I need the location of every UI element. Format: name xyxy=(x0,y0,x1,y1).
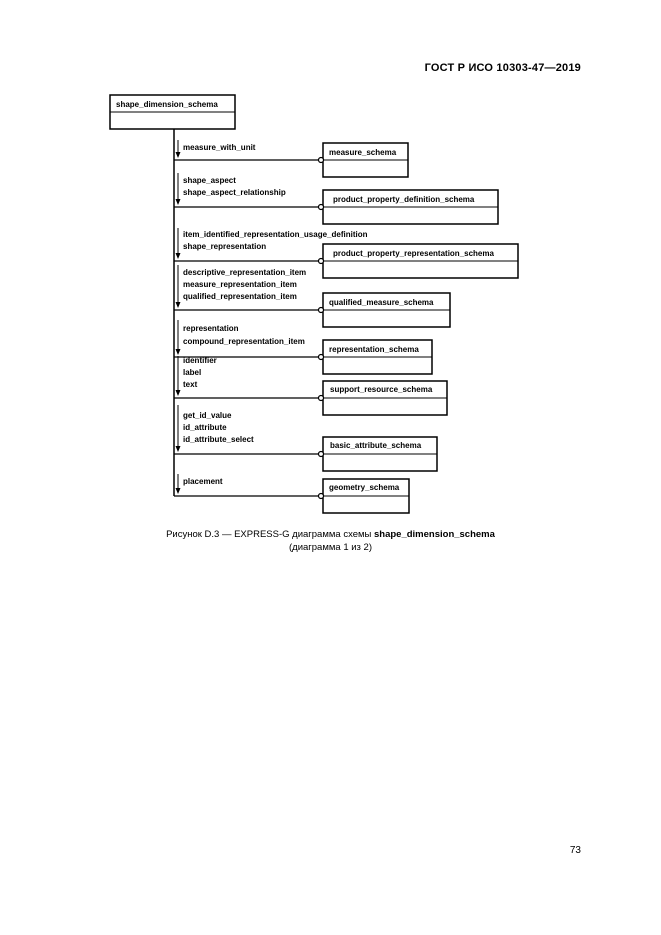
schema-title-support-resource: support_resource_schema xyxy=(330,385,433,394)
document-header: ГОСТ Р ИСО 10303-47—2019 xyxy=(424,62,581,74)
schema-group-geometry xyxy=(174,474,409,513)
schema-title-measure: measure_schema xyxy=(329,148,397,157)
ref-label-item-identified-representation-usage-definition: item_identified_representation_usage_definition xyxy=(183,230,368,239)
ref-label-shape-aspect-relationship: shape_aspect_relationship xyxy=(183,188,286,197)
ref-label-measure-representation-item: measure_representation_item xyxy=(183,280,297,289)
ref-label-shape-aspect: shape_aspect xyxy=(183,176,236,185)
schema-title-qualified-measure: qualified_measure_schema xyxy=(329,298,434,307)
schema-title-product-property-definition: product_property_definition_schema xyxy=(333,195,475,204)
ref-connector-qualified-measure xyxy=(319,308,324,313)
ref-label-placement: placement xyxy=(183,477,223,486)
ref-connector-representation xyxy=(319,355,324,360)
schema-title-geometry: geometry_schema xyxy=(329,483,400,492)
schema-title-representation: representation_schema xyxy=(329,345,419,354)
ref-label-label: label xyxy=(183,368,202,377)
ref-connector-product-property-representation xyxy=(319,259,324,264)
figure-caption xyxy=(0,528,661,554)
ref-label-representation: representation xyxy=(183,324,239,333)
ref-label-text: text xyxy=(183,380,198,389)
main-schema-title: shape_dimension_schema xyxy=(116,100,218,109)
schema-group-measure xyxy=(174,140,408,177)
ref-label-id-attribute: id_attribute xyxy=(183,423,227,432)
ref-label-qualified-representation-item: qualified_representation_item xyxy=(183,292,297,301)
ref-label-id-attribute-select: id_attribute_select xyxy=(183,435,254,444)
schema-title-product-property-representation: product_property_representation_schema xyxy=(333,249,494,258)
ref-connector-measure xyxy=(319,158,324,163)
schema-group-representation xyxy=(174,320,432,374)
ref-connector-geometry xyxy=(319,494,324,499)
ref-label-compound-representation-item: compound_representation_item xyxy=(183,337,305,346)
ref-connector-basic-attribute xyxy=(319,452,324,457)
ref-label-identifier: identifier xyxy=(183,356,217,365)
ref-connector-support-resource xyxy=(319,396,324,401)
ref-label-measure-with-unit: measure_with_unit xyxy=(183,143,256,152)
main-schema-box xyxy=(110,95,235,129)
ref-label-get-id-value: get_id_value xyxy=(183,411,232,420)
caption-line-2: (диаграмма 1 из 2) xyxy=(289,542,372,553)
caption-line-1 xyxy=(0,528,661,541)
schema-title-basic-attribute: basic_attribute_schema xyxy=(330,441,422,450)
caption-prefix: Рисунок D.3 — EXPRESS-G диаграмма схемы xyxy=(166,529,374,540)
page-number: 73 xyxy=(569,845,581,856)
schema-group-product-property-definition xyxy=(174,173,498,224)
caption-schema-name: shape_dimension_schema xyxy=(374,529,495,540)
ref-label-shape-representation: shape_representation xyxy=(183,242,267,251)
ref-label-descriptive-representation-item: descriptive_representation_item xyxy=(183,268,307,277)
ref-connector-product-property-definition xyxy=(319,205,324,210)
